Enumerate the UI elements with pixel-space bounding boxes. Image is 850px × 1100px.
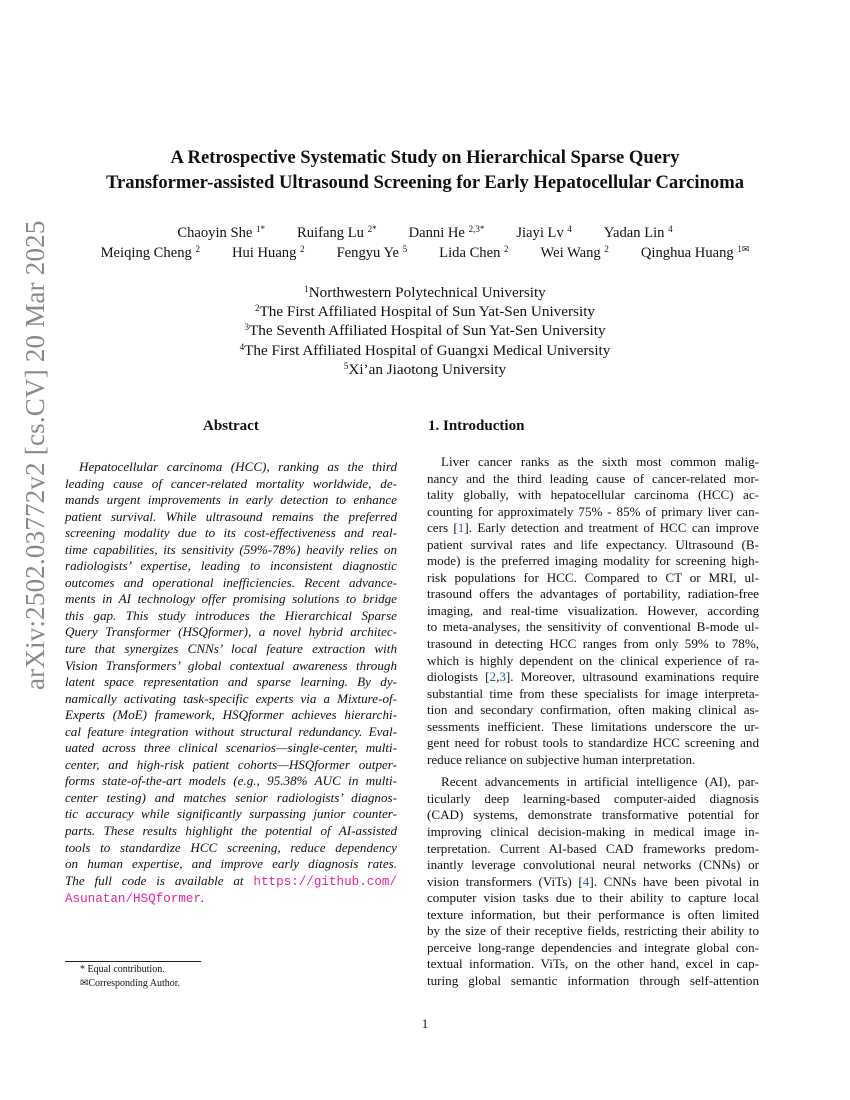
intro-line: Liver cancer ranks as the sixth most common malig- [441, 454, 759, 469]
intro-line: turing global semantic information through self-attention [427, 972, 759, 988]
abstract-line: ture that synergizes CNNs’ local feature extraction with [65, 641, 397, 657]
author [439, 245, 508, 261]
abstract-line: time capabilities, its sensitivity (59%-78%) heavily relies on [65, 541, 397, 557]
affiliation [0, 360, 850, 379]
abstract-heading: Abstract [203, 418, 259, 434]
abstract-line: patient survival. While ultrasound remains the preferred [65, 508, 397, 524]
affiliation-mark: 5 [343, 360, 349, 371]
author-affiliation-mark: 2 [504, 243, 509, 254]
code-url-link[interactable]: https://github.com/ [253, 874, 397, 889]
author-row [0, 224, 850, 244]
intro-line: cers [1]. Early detection and treatment of HCC can improve [427, 520, 759, 536]
intro-line: risk populations for HCC. Compared to CT or MRI, ul- [427, 569, 759, 585]
intro-line: Recent advancements in artificial intelligence (AI), par- [441, 774, 759, 790]
abstract-line: parts. These results highlight the potential of AI-assisted [65, 823, 397, 839]
author-name: Fengyu Ye [336, 244, 400, 261]
abstract-line: this gap. This study introduces the Hierarchical Sparse [65, 607, 397, 623]
intro-line: perceive long-range dependencies and integrate global con- [427, 939, 759, 955]
intro-line: gent need for robust tools to standardize HCC screening and [427, 735, 759, 751]
introduction-heading: 1. Introduction [428, 418, 525, 434]
intro-line: nancy and the third leading cause of cancer-related mor- [427, 470, 759, 486]
intro-line: textual information. ViTs, on the other hand, excel in cap- [427, 956, 759, 972]
abstract-line: tic accuracy while significantly surpassing junior counter- [65, 806, 397, 822]
intro-line: trasound offers the advantages of portability, radiation-free [427, 586, 759, 602]
affiliation-mark: 2 [254, 303, 260, 314]
affiliation [0, 302, 850, 321]
intro-line: diologists [2,3]. Moreover, ultrasound examinations require [427, 669, 759, 685]
paper-title [0, 145, 850, 195]
affiliation-mark: 3 [244, 322, 249, 333]
intro-line: inantly leverage convolutional neural networks (CNNs) or [427, 857, 759, 873]
intro-line: patient survival rates and life expectancy. Ultrasound (B- [427, 536, 759, 552]
citation-link[interactable]: 4 [582, 873, 590, 889]
abstract-line: namically activating task-specific experts via a Mixture-of- [65, 690, 397, 706]
intro-line: terpretation. Current AI-based CAD frameworks predom- [427, 840, 759, 856]
intro-line: substantial time from these specialists for image interpreta- [427, 685, 759, 701]
author-name: Jiayi Lv [516, 225, 564, 241]
affiliation [0, 283, 850, 302]
author-name: Yadan Lin [603, 225, 665, 241]
author [337, 245, 408, 261]
author [641, 245, 750, 261]
author-affiliation-mark: 2,3* [468, 224, 485, 234]
author-name: Hui Huang [231, 244, 297, 261]
intro-line: tion and secondary confirmation, often making clinical as- [427, 702, 759, 718]
abstract-line: on human expertise, and improve early diagnosis rates. [65, 856, 397, 872]
footnote-equal-contribution: * Equal contribution. [80, 964, 165, 975]
intro-line: mode) is the preferred imaging modality for screening high- [427, 553, 759, 569]
author-affiliation-mark: 2 [604, 243, 609, 254]
author-name: Danni He [408, 225, 465, 241]
abstract-body [65, 459, 397, 908]
abstract-line: center testing) and matches senior radiologists’ diagnos- [65, 789, 397, 805]
affiliation [0, 341, 850, 360]
author [177, 225, 265, 241]
intro-line: improving clinical decision-making in medical image in- [427, 824, 759, 840]
author-affiliation-mark: 5 [402, 243, 408, 254]
author-name: Wei Wang [540, 244, 601, 261]
author-affiliation-mark: 2* [367, 224, 377, 234]
intro-line: imaging, and real-time visualization. However, according [427, 602, 759, 618]
title-line: A Retrospective Systematic Study on Hierarchical Sparse Query [170, 147, 680, 168]
title-line: Transformer-assisted Ultrasound Screening for Early Hepatocellular Carcinoma [106, 172, 744, 193]
intro-line: texture information, but their performance is often limited [427, 906, 759, 922]
arxiv-stamp: arXiv:2502.03772v2 [cs.CV] 20 Mar 2025 [20, 220, 50, 690]
abstract-line: center, and high-risk patient cohorts—HSQformer outper- [65, 756, 397, 772]
affiliation-name: The Seventh Affiliated Hospital of Sun Yat-Sen University [248, 322, 606, 340]
author-affiliation-mark: 1* [256, 224, 266, 234]
abstract-line: screening modality due to its cost-effectiveness and real- [65, 525, 397, 541]
intro-line: counting for approximately 75% - 85% of primary liver can- [427, 503, 759, 519]
intro-line: reduce reliance on subjective human interpretation. [427, 751, 696, 767]
abstract-line: ments in AI technology offer promising solutions to bridge [65, 591, 397, 607]
author [297, 225, 377, 241]
affiliation [0, 321, 850, 340]
abstract-line: Query Transformer (HSQformer), a novel hybrid architec- [65, 624, 397, 640]
introduction-body [427, 454, 759, 990]
author-affiliation-mark: 4 [567, 224, 572, 234]
author [516, 225, 572, 241]
author [101, 245, 200, 261]
author-name: Qinghua Huang [640, 244, 734, 261]
affiliation-mark: 1 [304, 284, 309, 294]
author-affiliation-mark: 2 [195, 243, 200, 254]
author-affiliation-mark: 2 [300, 243, 305, 254]
abstract-line: Asunatan/HSQformer. [65, 890, 205, 907]
citation-link[interactable]: 3 [499, 669, 506, 685]
intro-line: vision transformers (ViTs) [4]. CNNs have been pivotal in [427, 873, 759, 889]
code-url-link[interactable]: Asunatan/HSQformer [65, 892, 202, 907]
abstract-line: Hepatocellular carcinoma (HCC), ranking as the third [79, 459, 397, 474]
author [604, 225, 673, 241]
abstract-line: tools to standardize HCC screening, reduce dependency [65, 839, 397, 855]
intro-line: computer vision tasks due to their ability to capture local [427, 890, 759, 906]
intro-line: by the size of their receptive fields, restricting their ability to [427, 923, 759, 939]
abstract-line: uated across three clinical scenarios—single-center, multi- [65, 740, 397, 756]
author [541, 245, 609, 261]
footnote-corresponding-author: ✉Corresponding Author. [80, 978, 181, 989]
intro-line: sessments inefficient. These limitations underscore the ur- [427, 718, 759, 734]
author-affiliation-mark: 4 [668, 224, 673, 234]
footnote-rule [65, 961, 201, 962]
affiliation-name: The First Affiliated Hospital of Sun Yat-Sen University [259, 303, 596, 321]
intro-line: to meta-analyses, the sensitivity of conventional B-mode ul- [427, 619, 759, 635]
abstract-line: mands urgent improvements in early detection to enhance [65, 492, 397, 508]
author [409, 225, 485, 241]
intro-line: ticularly deep learning-based computer-aided diagnosis [427, 790, 759, 806]
page-number: 1 [421, 1016, 429, 1031]
abstract-line: Vision Transformers’ global contextual awareness through [65, 657, 397, 673]
intro-line: which is highly dependent on the clinical experience of ra- [427, 652, 759, 668]
abstract-line: cal feature integration without structural redundancy. Eval- [65, 723, 397, 739]
abstract-line: latent space representation and sparse learning. By dy- [65, 674, 397, 690]
citation-link[interactable]: 2 [489, 669, 497, 685]
affiliation-name: Xi’an Jiaotong University [348, 360, 507, 378]
abstract-line: outcomes and operational inefficiencies. Recent advance- [65, 574, 397, 590]
author-list [0, 224, 850, 263]
abstract-line: forms state-of-the-art models (e.g., 95.38% AUC in multi- [65, 773, 397, 789]
intro-line: trasound in detecting HCC ranges from only 59% to 78%, [427, 636, 759, 652]
abstract-line: leading cause of cancer-related mortality worldwide, de- [65, 475, 397, 491]
author-name: Ruifang Lu [297, 225, 364, 241]
abstract-line: The full code is available at https://github.com/ [65, 872, 397, 889]
citation-link[interactable]: 1 [457, 520, 465, 536]
intro-line: (CAD) systems, demonstrate transformative potential for [427, 807, 759, 823]
abstract-line: radiologists’ expertise, leading to inconsistent diagnostic [65, 558, 397, 574]
author-affiliation-mark: 1✉ [737, 243, 750, 254]
author-name: Lida Chen [439, 244, 501, 261]
author-name: Chaoyin She [177, 225, 253, 241]
author-row [0, 244, 850, 264]
affiliation-name: The First Affiliated Hospital of Guangxi Medical University [244, 341, 611, 359]
affiliation-list [0, 283, 850, 379]
author [232, 245, 305, 261]
author-name: Meiqing Cheng [100, 244, 192, 261]
intro-line: tality globally, with hepatocellular carcinoma (HCC) ac- [427, 487, 759, 503]
affiliation-name: Northwestern Polytechnical University [308, 284, 546, 301]
abstract-line: Experts (MoE) framework, HSQformer achieves hierarchi- [65, 707, 397, 723]
affiliation-mark: 4 [239, 341, 245, 352]
